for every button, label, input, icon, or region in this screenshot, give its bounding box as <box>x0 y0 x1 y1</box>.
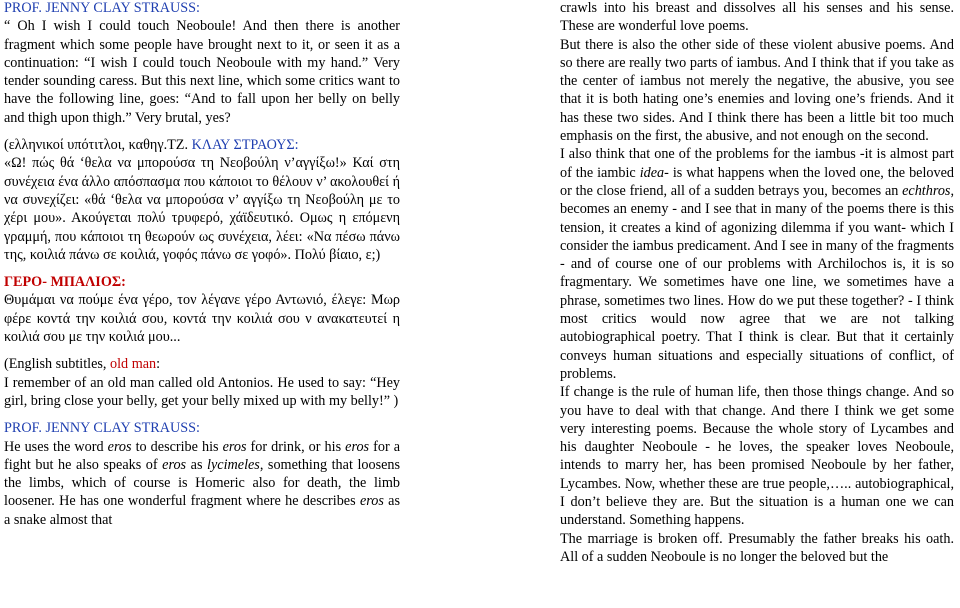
transcript-paragraph: “ Oh I wish I could touch Neoboule! And then there is another fragment which some people have brought next to it, or seen it as a continuation: “I wish I could touch Neoboule with my hand.” Very tender sounding caress. But this next line, which some critics want to have the following line, goes: “And to fall upon her belly on belly and thigh upon thigh.” Very brutal, yes? <box>4 18 400 126</box>
transcript-paragraph <box>560 530 954 567</box>
speaker-label: old man <box>110 356 157 373</box>
text-run: He uses the word <box>4 438 108 455</box>
speaker-label: PROF. JENNY CLAY STRAUSS: <box>4 0 200 16</box>
right-column <box>560 0 954 566</box>
text-run: I also think that one of the problems for the iambus -it is almost part of the iambic <box>560 146 954 181</box>
italic-term: eros <box>162 456 187 473</box>
text-run: for drink, or his <box>246 438 346 455</box>
greek-subtitle-paragraph: «Ω! πώς θά ‘θελα να μπορούσα τη Νεοβούλη ν’αγγίξω!» Καί στη συνέχεια ένα άλλο απόσπασμα που κάποιοι το θέλουν ν’ ακολουθεί ή να συνεχίζει: «θά ‘θελα να μπορούσα ν’ αγγίξω τη Νεοβούλη με το χέρι μου». Ακούγεται πολύ τρυφερό, χάϊδευτικό. Ομως η επόμενη γραμμή, που κάποιοι τη θεωρούν ως συνέχεια, λέει: «Να πέσω πάνω της, κοιλιά πάνω σε κοιλιά, γοφός πάνω σε γοφό». Πολύ βίαιο, ε;) <box>4 155 400 263</box>
transcript-paragraph <box>560 383 954 529</box>
italic-term: eros <box>222 438 247 455</box>
text-run: - is what happens when the loved one, the beloved or the close friend, all of a sudden betrays you, becomes an <box>560 164 954 199</box>
speaker-label: ΚΛΑΥ ΣΤΡΑΟΥΣ: <box>191 137 299 154</box>
text-run: as a snake almost that <box>4 493 400 528</box>
speaker-label: ΓΕΡΟ- ΜΠΑΛΙΟΣ: <box>4 274 126 291</box>
text-run: as <box>186 456 208 473</box>
english-subtitle-paragraph: I remember of an old man called old Antonios. He used to say: “Hey girl, bring close your belly, get your belly mixed up with my belly!” ) <box>4 374 400 409</box>
text-run: crawls into his breast and dissolves all his senses and his sense. These are wonderful love poems. <box>560 0 954 35</box>
transcript-paragraph <box>560 0 954 36</box>
text-run: to describe his <box>131 438 223 455</box>
greek-subtitle-heading: (ελληνικοί υπότιτλοι, καθηγ.ΤΖ. ΚΛΑΥ ΣΤΡΑΟΥΣ: <box>4 137 299 154</box>
left-column <box>4 0 400 529</box>
italic-term: lycimeles <box>207 456 260 473</box>
transcript-paragraph <box>4 438 400 529</box>
text-run: , becomes an enemy - and I see that in many of the poems there is this tension, it creates a kind of agonizing dilemma if you want- which I consider the iambus predicament. And I see in many of the fragments - and of course one of our problems with Archilochos is, it is so fragmentary. We sometimes have one line, we sometimes have a phrase, sometimes two lines. How do we put these together? - I think most critics would now agree that we are not talking autobiographical poetry. That I think is clear. But that it certainly conveys human situations and especially situations of conflict, of problems. <box>560 182 954 382</box>
transcript-paragraph <box>560 36 954 146</box>
italic-term: echthros <box>902 182 951 199</box>
transcript-paragraph <box>560 145 954 383</box>
italic-term: eros <box>107 438 132 455</box>
text-run: for a fight but he also speaks of <box>4 438 401 473</box>
text-run: But there is also the other side of these violent abusive poems. And so there are really two parts of iambus. And I think that if you take as the center of iambus not merely the negative, the abusive, you see that it is both hating one’s enemies and loving one’s friends. And it has these two sides. And I think there has been a little bit too much emphasis on the first, the abusive, and not enough on the second. <box>560 36 954 145</box>
greek-quote: «Ω! πώς θά ‘θελα να μπορούσα τη Νεοβούλη ν’αγγίξω!» <box>4 155 347 172</box>
text-run: , something that loosens the limbs, which of course is Homeric also for death, the limb loosener. He has one wonderful fragment where he describes <box>4 456 401 510</box>
greek-transcript-paragraph: Θυμάμαι να πούμε ένα γέρο, τον λέγανε γέρο Αντωνιό, έλεγε: Μωρ φέρε κοντά την κοιλιά σου, κοντά την κοιλιά σου ν ανακατευτεί η κοιλιά σου με την κοιλιά μου... <box>4 292 400 346</box>
text-run: The marriage is broken off. Presumably the father breaks his oath. All of a sudden Neoboule is no longer the beloved but the <box>560 530 954 565</box>
text-run: If change is the rule of human life, then those things change. And so you have to deal with that change. And there I think we get some very interesting poems. Because the whole story of Lycambes and his daughter Neoboule - he loves, the speaker loves Neoboule, intends to marry her, has been promised Neoboule by her father, Lycambes. Now, whether these are true people,….. autobiographical, I don’t believe they are. But the situation is a human one we can understand. Something happens. <box>560 384 954 529</box>
italic-term: idea <box>639 164 665 181</box>
english-subtitle-heading: (English subtitles, old man: <box>4 356 161 373</box>
italic-term: eros <box>359 493 384 510</box>
italic-term: eros <box>345 438 370 455</box>
speaker-label: PROF. JENNY CLAY STRAUSS: <box>4 420 200 437</box>
